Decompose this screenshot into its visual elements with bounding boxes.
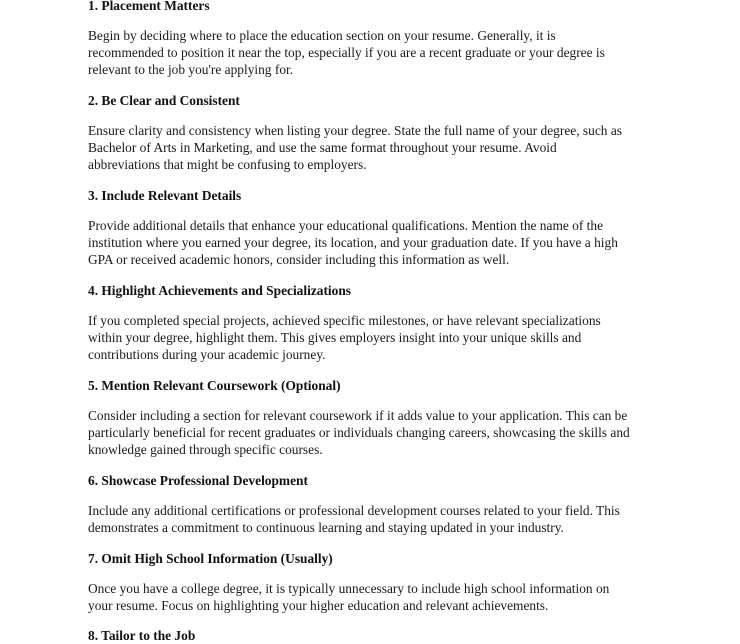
body-line: Provide additional details that enhance your educational qualifications. Mention the name of the — [88, 218, 604, 233]
section-heading-achievements: 4. Highlight Achievements and Specializations — [88, 283, 351, 298]
body-line: Consider including a section for relevant coursework if it adds value to your application. This can be — [88, 408, 628, 423]
body-line: Begin by deciding where to place the education section on your resume. Generally, it is — [88, 28, 556, 43]
body-line: Bachelor of Arts in Marketing, and use the same format throughout your resume. Avoid — [88, 140, 557, 156]
body-line: institution where you earned your degree, its location, and your graduation date. If you have a high — [88, 235, 618, 251]
section-body-achievements — [88, 312, 601, 364]
body-line: demonstrates a commitment to continuous learning and staying updated in your industry. — [88, 520, 564, 536]
section-body-placement — [88, 27, 605, 79]
section-heading-professional-development: 6. Showcase Professional Development — [88, 473, 308, 488]
section-body-clear-consistent — [88, 122, 622, 174]
body-line: knowledge gained through specific courses. — [88, 442, 323, 458]
body-line: Include any additional certifications or professional development courses related to your field. This — [88, 503, 620, 518]
body-line: abbreviations that might be confusing to employers. — [88, 157, 367, 173]
section-body-coursework — [88, 407, 630, 459]
body-line: Once you have a college degree, it is typically unnecessary to include high school information on — [88, 581, 610, 596]
body-line: GPA or received academic honors, consider including this information as well. — [88, 252, 510, 268]
section-heading-clear-consistent: 2. Be Clear and Consistent — [88, 93, 240, 108]
section-heading-tailor: 8. Tailor to the Job — [88, 628, 196, 643]
body-line: contributions during your academic journey. — [88, 347, 326, 363]
body-line: your resume. Focus on highlighting your higher education and relevant achievements. — [88, 598, 549, 614]
section-heading-coursework: 5. Mention Relevant Coursework (Optional) — [88, 378, 341, 393]
section-body-relevant-details — [88, 217, 618, 269]
section-heading-placement: 1. Placement Matters — [88, 0, 210, 13]
body-line: If you completed special projects, achieved specific milestones, or have relevant specializations — [88, 313, 601, 328]
body-line: within your degree, highlight them. This gives employers insight into your unique skills and — [88, 330, 582, 346]
body-line: particularly beneficial for recent graduates or individuals changing careers, showcasing the skills and — [88, 425, 630, 441]
section-body-high-school — [88, 580, 609, 614]
body-line: Ensure clarity and consistency when listing your degree. State the full name of your degree, such as — [88, 123, 622, 138]
section-heading-high-school: 7. Omit High School Information (Usually) — [88, 551, 333, 566]
body-line: recommended to position it near the top, especially if you are a recent graduate or your degree is — [88, 45, 605, 61]
body-line: relevant to the job you're applying for. — [88, 62, 294, 78]
section-body-professional-development — [88, 502, 620, 536]
section-heading-relevant-details: 3. Include Relevant Details — [88, 188, 242, 203]
